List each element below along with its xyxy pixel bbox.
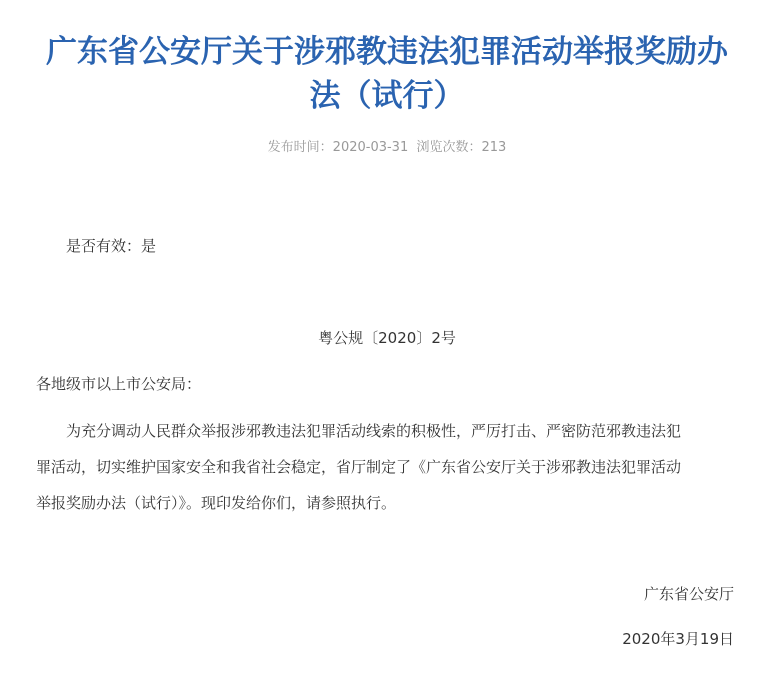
body-line-3: 举报奖励办法（试行）》。现印发给你们，请参照执行。 bbox=[36, 494, 397, 512]
views-label: 浏览次数： bbox=[416, 140, 482, 155]
body-line-1: 为充分调动人民群众举报涉邪教违法犯罪活动线索的积极性，严厉打击、严密防范邪教违法犯 bbox=[66, 422, 682, 440]
article-title-line-2: 法（试行） bbox=[309, 78, 465, 114]
sign-date: 2020年3月19日 bbox=[622, 630, 734, 648]
article-title bbox=[20, 30, 754, 118]
addressee: 各地级市以上市公安局： bbox=[36, 375, 202, 393]
publish-date: 2020-03-31 bbox=[332, 140, 409, 155]
signer: 广东省公安厅 bbox=[643, 585, 734, 603]
publish-label: 发布时间： bbox=[267, 140, 333, 155]
article-meta bbox=[0, 136, 774, 155]
body-paragraph bbox=[36, 413, 736, 521]
article-title-line-1: 广东省公安厅关于涉邪教违法犯罪活动举报奖励办 bbox=[46, 34, 728, 70]
views-count: 213 bbox=[481, 140, 507, 155]
document-number: 粤公规〔2020〕2号 bbox=[318, 329, 456, 347]
body-line-2: 罪活动，切实维护国家安全和我省社会稳定，省厅制定了《广东省公安厅关于涉邪教违法犯罪活动 bbox=[36, 458, 682, 476]
validity-status: 是否有效：是 bbox=[66, 237, 157, 255]
